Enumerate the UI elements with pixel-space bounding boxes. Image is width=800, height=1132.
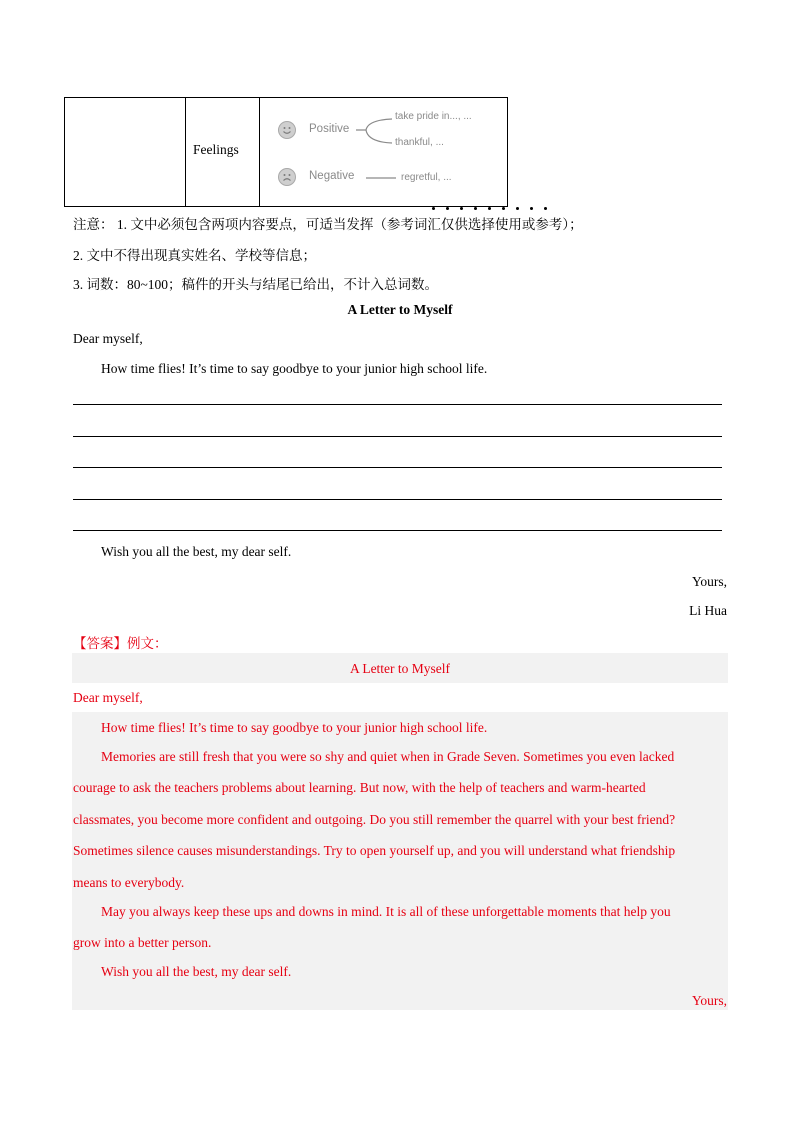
positive-branch-connector (354, 112, 398, 152)
writing-line (73, 499, 722, 500)
answer-sign-off: Yours, (691, 993, 727, 1008)
table-divider (185, 98, 186, 206)
writing-line (73, 404, 722, 405)
answer-salutation: Dear myself, (73, 690, 143, 705)
answer-p2-line: courage to ask the teachers problems about learning. But now, with the help of teachers and warm-hearted (73, 780, 646, 795)
answer-p2-line: Sometimes silence causes misunderstandings. Try to open yourself up, and you will understand what friendship (73, 843, 676, 858)
letter-closing: Wish you all the best, my dear self. (101, 544, 292, 559)
negative-branch-connector (364, 176, 398, 180)
answer-p2-line: classmates, you become more confident and outgoing. Do you still remember the quarrel with your best friend? (73, 812, 676, 827)
answer-p4: Wish you all the best, my dear self. (101, 964, 292, 979)
letter-title: A Letter to Myself (347, 302, 453, 317)
answer-p2-line: means to everybody. (73, 875, 185, 890)
sad-face-icon (278, 168, 296, 186)
positive-branch-2: thankful, ... (395, 137, 444, 148)
emphasis-dots (432, 207, 552, 211)
answer-p3-line: May you always keep these ups and downs in mind. It is all of these unforgettable moments that help you (101, 904, 671, 919)
answer-p1: How time flies! It’s time to say goodbye to your junior high school life. (101, 720, 488, 735)
writing-line (73, 530, 722, 531)
smiley-face-icon (278, 121, 296, 139)
writing-line (73, 467, 722, 468)
negative-label: Negative (309, 170, 355, 182)
negative-branch: regretful, ... (401, 172, 452, 183)
answer-p2-line: Memories are still fresh that you were so shy and quiet when in Grade Seven. Sometimes you even lacked (101, 749, 675, 764)
note-2: 2. 文中不得出现真实姓名、学校等信息； (73, 248, 316, 263)
answer-p3-line: grow into a better person. (73, 935, 212, 950)
feelings-label: Feelings (193, 142, 239, 157)
letter-salutation: Dear myself, (73, 331, 143, 346)
letter-sign-off: Yours, (691, 574, 727, 589)
positive-branch-1: take pride in..., ... (395, 111, 472, 122)
note-3: 3. 词数：80~100；稿件的开头与结尾已给出，不计入总词数。 (73, 277, 439, 292)
letter-name: Li Hua (689, 603, 727, 618)
answer-label: 【答案】例文： (73, 636, 168, 651)
positive-label: Positive (309, 123, 350, 135)
writing-line (73, 436, 722, 437)
table-divider (259, 98, 260, 206)
answer-title: A Letter to Myself (349, 661, 451, 676)
letter-opening: How time flies! It’s time to say goodbye to your junior high school life. (101, 361, 488, 376)
note-1: 注意： 1. 文中必须包含两项内容要点，可适当发挥（参考词汇仅供选择使用或参考）； (73, 217, 583, 232)
